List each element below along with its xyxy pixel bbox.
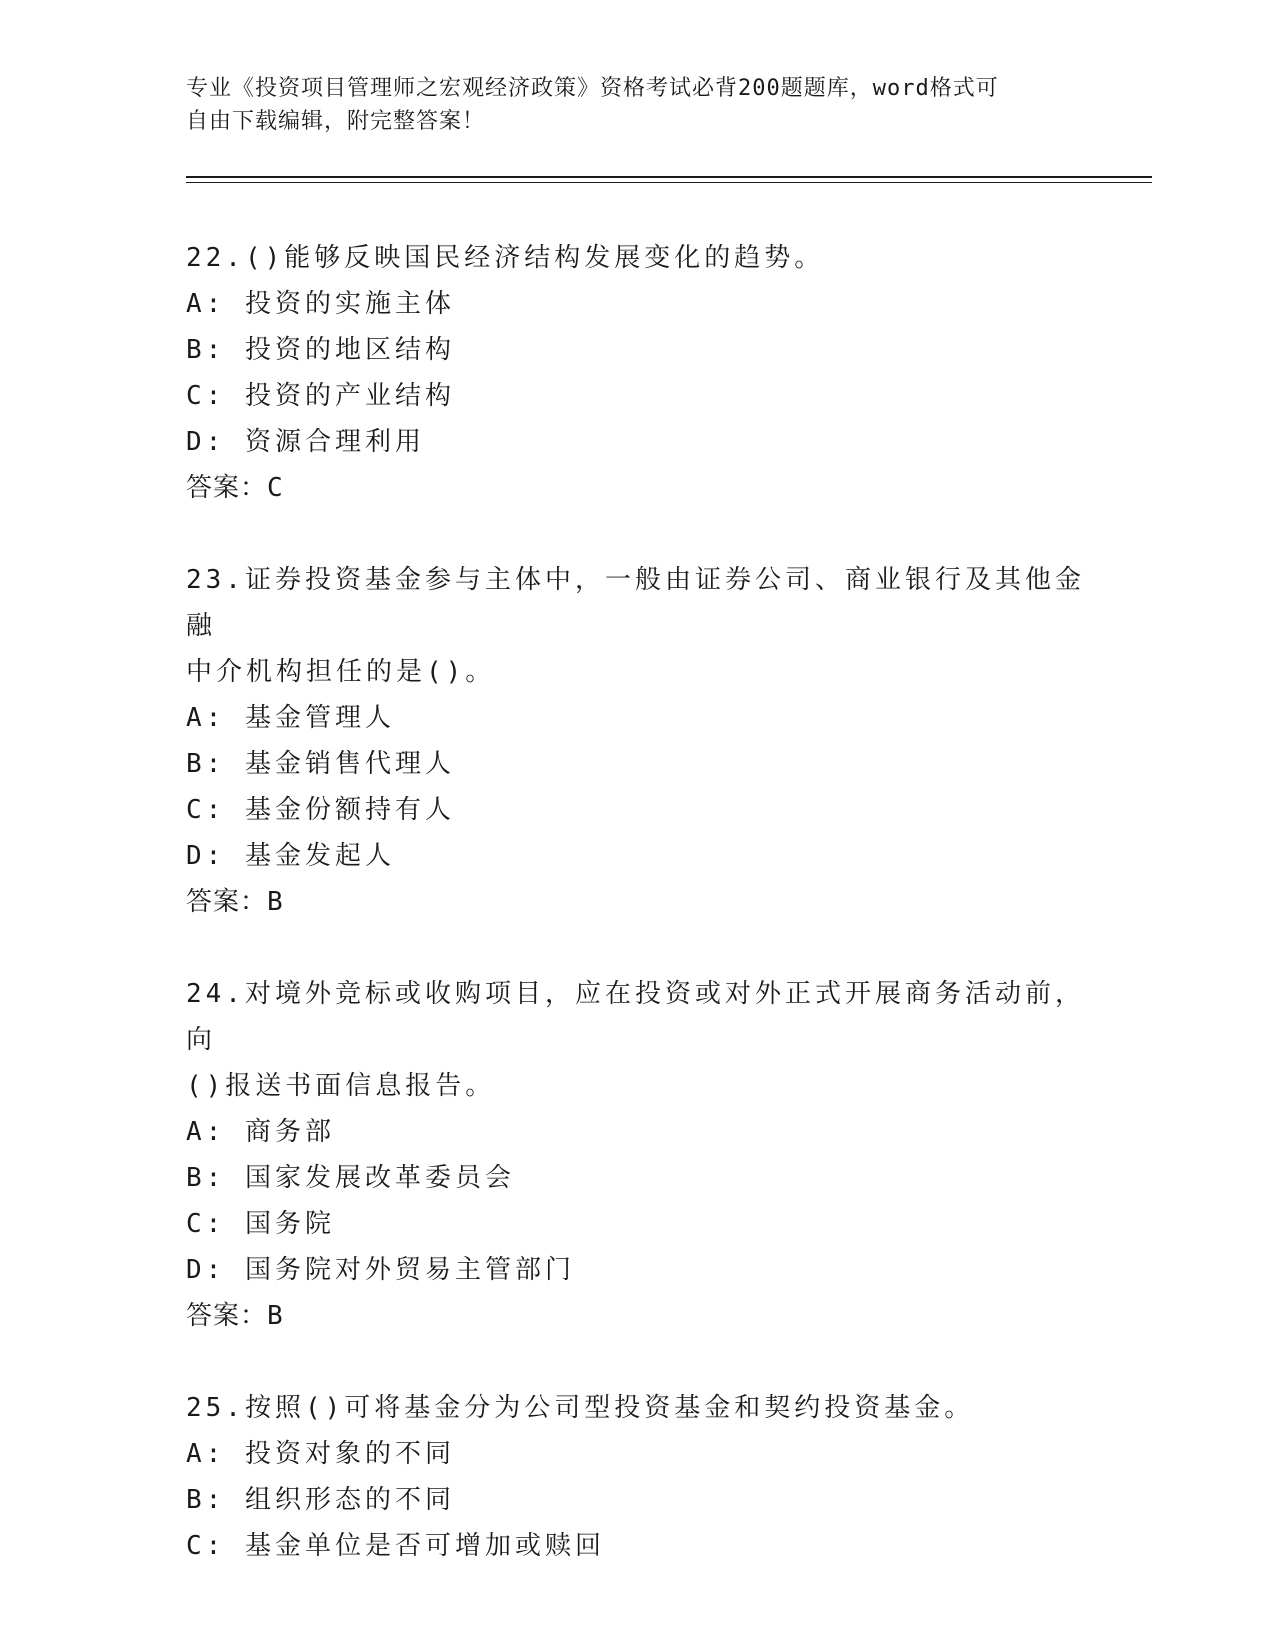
header-line-1: 专业《投资项目管理师之宏观经济政策》资格考试必背200题题库，word格式可 — [186, 76, 999, 101]
question-stem: 22.()能够反映国民经济结构发展变化的趋势。 — [186, 243, 825, 273]
option-c: C: 国务院 — [186, 1209, 335, 1239]
question-25 — [186, 1385, 1086, 1569]
option-c: C: 投资的产业结构 — [186, 381, 455, 411]
option-d: D: 国务院对外贸易主管部门 — [186, 1255, 575, 1285]
question-stem: 25.按照()可将基金分为公司型投资基金和契约投资基金。 — [186, 1393, 975, 1423]
question-stem: 24.对境外竞标或收购项目，应在投资或对外正式开展商务活动前，向 — [186, 979, 1085, 1055]
answer: 答案：B — [186, 1301, 284, 1331]
option-d: D: 资源合理利用 — [186, 427, 425, 457]
question-22 — [186, 235, 1086, 511]
option-b: B: 基金销售代理人 — [186, 749, 455, 779]
answer: 答案：C — [186, 473, 284, 503]
question-list — [186, 235, 1086, 1615]
option-a: A: 商务部 — [186, 1117, 335, 1147]
header-line-2: 自由下载编辑，附完整答案！ — [186, 109, 486, 134]
option-c: C: 基金单位是否可增加或赎回 — [186, 1531, 605, 1561]
answer: 答案：B — [186, 887, 284, 917]
header-divider-thin — [186, 182, 1152, 183]
option-a: A: 投资对象的不同 — [186, 1439, 455, 1469]
question-23 — [186, 557, 1086, 925]
question-stem: 23.证券投资基金参与主体中，一般由证券公司、商业银行及其他金融 — [186, 565, 1085, 641]
option-c: C: 基金份额持有人 — [186, 795, 455, 825]
option-a: A: 基金管理人 — [186, 703, 395, 733]
option-a: A: 投资的实施主体 — [186, 289, 455, 319]
option-b: B: 投资的地区结构 — [186, 335, 455, 365]
question-24 — [186, 971, 1086, 1339]
document-header — [186, 72, 1086, 138]
question-stem-continued: ()报送书面信息报告。 — [186, 1071, 496, 1101]
option-d: D: 基金发起人 — [186, 841, 395, 871]
header-divider-thick — [186, 176, 1152, 178]
option-b: B: 组织形态的不同 — [186, 1485, 455, 1515]
question-stem-continued: 中介机构担任的是()。 — [186, 657, 496, 687]
option-b: B: 国家发展改革委员会 — [186, 1163, 515, 1193]
